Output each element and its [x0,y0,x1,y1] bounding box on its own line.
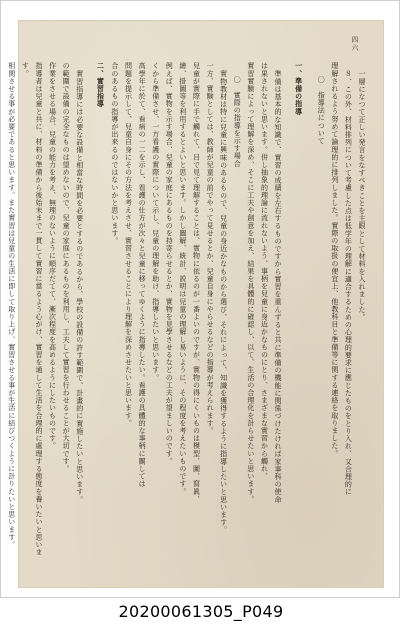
page-number: 四六 [351,36,359,52]
text-paragraph: 一、準備の指導 [294,62,304,116]
text-paragraph: 理解されるよう努めて論理的に排列しました。實際の取扱の便宜上、他教科目と準備等に関する連絡を取りました。 [330,62,339,458]
text-paragraph: 兒童が實際に手で觸れて、目で見て理解することは、實物に依るのが一番よいのですが、實物の得にくいものは模型、圖、寫眞、 [192,62,201,503]
text-paragraph: 二、實習指導 [96,62,106,108]
text-paragraph: 合のあるもの指導が出来るのではないかと思います。 [110,62,119,245]
text-paragraph: 實物教材は特に兒童に興味のあるもので、兒童の身近かなものから選び、それによって、知識を獲得するように指導したいと思います。 [219,70,228,534]
text-paragraph: 相関させる事が必要であると思います。また實習は兒童の生活に即して取り上げ、實習させる事が生活に結びつくように計りたいと思います。 [7,62,16,549]
text-paragraph: 一方、實験としては、教師が兒童の前でやって見せるとか、兒童自身にやらせるなどの指導が考えられます。 [206,62,215,435]
vertical-text-body [7,62,368,562]
text-paragraph: 〇 實際の指導を示す場合 [233,76,242,168]
text-paragraph: 一層になつて正しい発言をなすべきことを主眼として材料を入れました。 [358,70,366,321]
document-page [7,20,384,588]
text-paragraph: 繪、掛圖等を利用するとよいと思います。しかし圖解、統計、説明は兒童の理解し易いように、その程度を考えたいものです。 [178,62,187,496]
text-paragraph: は果されないと思います。併し抽象的理論に流れないよう、事柄を兒童に身近かなものにとり、さまざまな實習から觸れ、 [260,62,269,480]
text-paragraph: 高學年に於て、看病の一二を示し、看護の仕方が次々と兒童に移ってゆくように指導したい。看護の具體的な事柄に關しては [138,62,147,488]
text-paragraph: 實習實驗によって理解を深め、そこに工夫や創意を加え、結果を具體的に確認し、以て、生活の合理化を計らせたいと思います。 [246,62,255,503]
text-paragraph: の範圍で設備の完全なものは望めないので、兒童の家庭にあるものを利用し、工夫して實習を行わせることが大切です。 [62,62,71,473]
text-paragraph: ８、この外、材料排列について考慮した点は低学年の理解に適合するための心理的要求に應じたものをとり入れ、又合理的に [344,70,353,496]
text-paragraph: 作業をさせる場合、兒童の能力を考え、無理のないように順序だてて、漸次程度を高めるようにしたいものです。 [48,62,57,450]
text-paragraph: 問題を提示して、兒童自身にその方法を考えさせ、實習させることにより理解を深めさせたいと思います。 [124,62,133,427]
text-paragraph: くから準備させ、一方看護の實際について示し、兒童の理解を助け、指導したいと思います。 [151,62,160,382]
text-paragraph: 指導者は兒童と共に、材料の準備から後始末まで一貫して實習に當るよう心がけ、實習を通して生活を合理的に處理する態度を養いたいと思います。 [21,62,43,556]
text-paragraph: 〇 指導法について [317,76,326,145]
text-paragraph: 例えば、實物を示す場合、兒童の家庭にあるものを持寄らせるとか、實物を見學させるなどの工夫が望ましいのです。 [165,62,174,465]
text-paragraph: 準備は基本的な知識で、實習の成績を左右するものですから實習を重んずると共に準備の機能に関係づけたければ家事科の使命 [274,70,283,504]
text-paragraph: 實習指導には必要な設備と相當な時間を必要とするのであるから、學校の設備の許す範圍で、計畫的に實施したいと思います。 [75,70,84,504]
image-caption-id: 20200061305_P049 [118,602,284,621]
